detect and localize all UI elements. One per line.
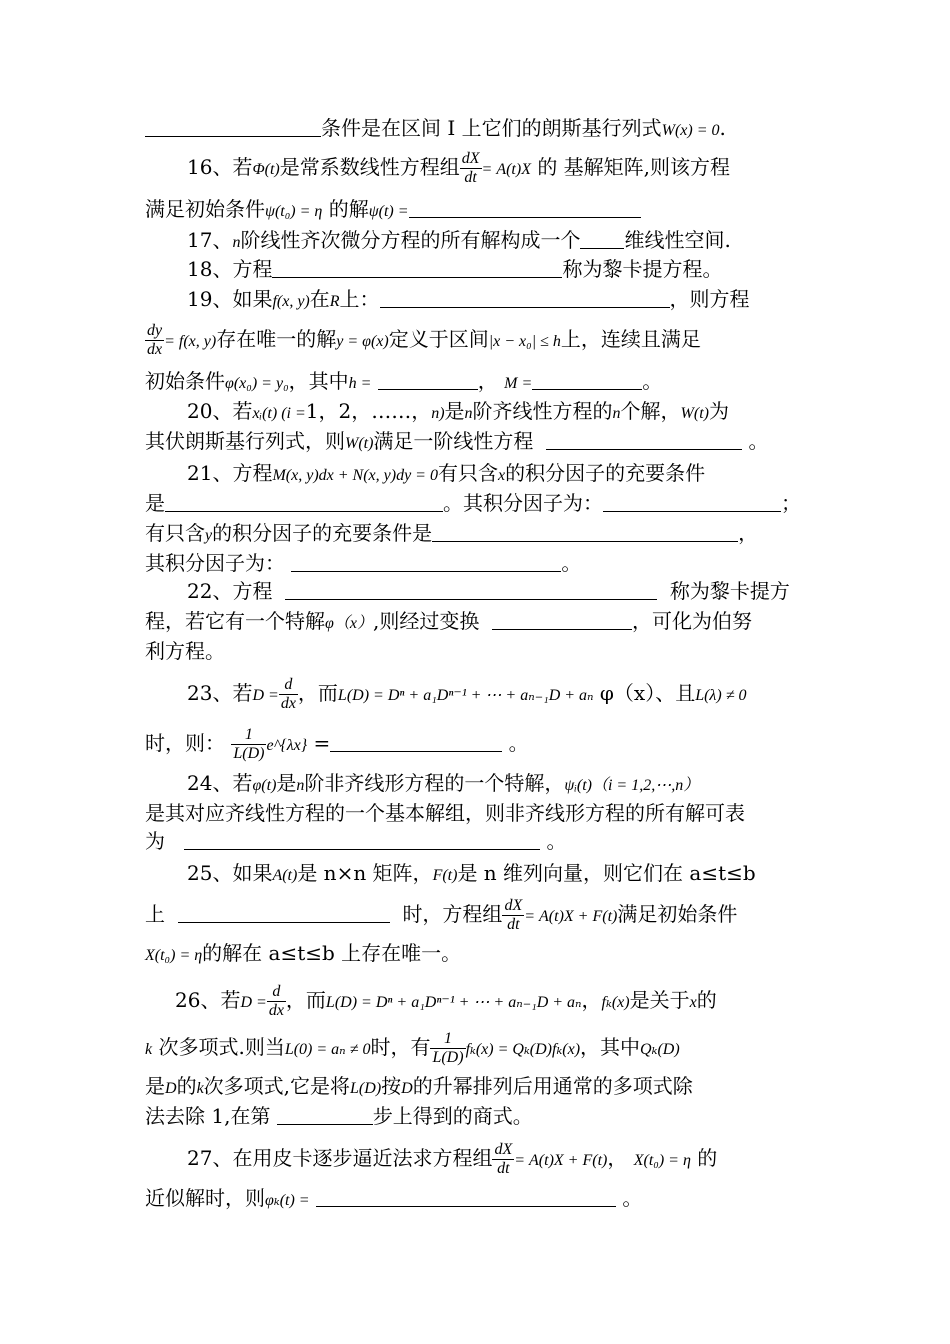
- answer-blank[interactable]: [272, 257, 562, 278]
- answer-blank[interactable]: [285, 579, 657, 600]
- question-18: [187, 254, 852, 284]
- text: 的解在 a≤t≤b 上存在唯一。: [202, 941, 462, 965]
- punct: 。: [546, 829, 567, 853]
- question-21-line2: [145, 488, 810, 518]
- formula: n: [464, 405, 473, 422]
- numerator: dX: [461, 150, 480, 167]
- text: 程，若它有一个特解: [145, 609, 325, 633]
- formula: L(D) = Dⁿ + a₁Dⁿ⁻¹ + ⋯ + aₙ₋₁D + aₙ: [337, 687, 594, 704]
- question-number: 27、在用皮卡逐步逼近法求方程组: [187, 1146, 493, 1170]
- formula: y = φ(x): [336, 333, 389, 350]
- fraction: [267, 983, 286, 1020]
- text: ，其中: [288, 369, 349, 393]
- answer-blank[interactable]: [532, 369, 642, 390]
- numerator: d: [267, 983, 286, 1002]
- text: ，其中: [580, 1035, 641, 1059]
- formula: n: [612, 405, 621, 422]
- text: 是: [444, 399, 465, 423]
- punct: 。: [642, 369, 663, 393]
- text: 步上得到的商式。: [372, 1104, 533, 1128]
- answer-blank[interactable]: [330, 731, 502, 752]
- text: 阶齐线性方程的: [472, 399, 613, 423]
- formula: f(x, y): [272, 293, 310, 310]
- text: 有只含: [145, 521, 205, 545]
- text: 初始条件: [145, 369, 225, 393]
- formula: k: [196, 1080, 204, 1097]
- denominator: dt: [497, 1160, 510, 1177]
- text: 维线性空间.: [624, 228, 731, 252]
- question-26-line3: [145, 1071, 810, 1104]
- text: 的积分因子的充要条件: [505, 461, 706, 485]
- answer-blank[interactable]: [603, 491, 781, 512]
- denominator: L(D): [233, 745, 265, 762]
- numerator: dX: [504, 897, 523, 914]
- formula: L(0) = aₙ ≠ 0: [284, 1041, 371, 1058]
- question-24-line2: [145, 798, 810, 828]
- question-26: [175, 983, 840, 1020]
- text: 是: [145, 491, 165, 515]
- text: 存在唯一的解: [216, 327, 337, 351]
- numerator: 1: [231, 726, 266, 745]
- question-21-line3: [145, 518, 810, 551]
- numerator: dy: [147, 322, 163, 339]
- question-number: 22、方程: [187, 579, 273, 603]
- formula: k: [145, 1041, 153, 1058]
- fraction: [145, 322, 164, 359]
- fraction: [430, 1030, 465, 1067]
- question-number: 21、方程: [187, 461, 273, 485]
- question-19-line3: [145, 366, 810, 399]
- text: 时，方程组: [402, 902, 503, 926]
- question-number: 17、: [187, 228, 233, 252]
- formula: Qₖ(D): [640, 1041, 680, 1058]
- question-24: [187, 768, 852, 801]
- question-19: [187, 284, 852, 317]
- text: 是其对应齐线性方程的一个基本解组，则非齐线形方程的所有解可表: [145, 801, 745, 825]
- text: 的 基解矩阵,则该方程: [537, 155, 731, 179]
- formula: （i = 1,2,⋯,n）: [591, 777, 700, 794]
- text: 的升幂排列后用通常的多项式除: [412, 1074, 693, 1098]
- formula: = A(t)X + F(t): [514, 1152, 608, 1169]
- denominator: dx: [280, 695, 296, 712]
- text: 满足初始条件: [145, 197, 265, 221]
- answer-blank[interactable]: [165, 491, 443, 512]
- text: 条件是在区间 I 上它们的朗斯基行列式: [321, 116, 662, 140]
- formula: φ(t): [252, 777, 277, 794]
- punct: 。: [508, 731, 529, 755]
- formula: = A(t)X + F(t): [524, 908, 618, 925]
- formula: n: [296, 777, 305, 794]
- text: 个解，: [620, 399, 681, 423]
- formula: M =: [504, 375, 533, 392]
- answer-blank[interactable]: [380, 287, 670, 308]
- formula: Φ(t): [252, 161, 280, 178]
- question-22-line2: [145, 606, 810, 639]
- formula: x: [689, 994, 697, 1011]
- text: 阶线性齐次微分方程的所有解构成一个: [240, 228, 581, 252]
- text: ,则经过变换: [372, 609, 480, 633]
- punct: ，: [738, 521, 759, 545]
- punct: 。: [748, 429, 769, 453]
- numerator: d: [279, 676, 298, 695]
- formula: n: [232, 234, 241, 251]
- formula: M(x, y)dx + N(x, y)dy = 0: [272, 467, 438, 484]
- question-27-line2: [145, 1183, 810, 1216]
- formula: h =: [348, 375, 372, 392]
- text: 定义于区间: [388, 327, 489, 351]
- formula: F(t): [432, 867, 458, 884]
- text: 满足初始条件: [617, 902, 738, 926]
- text: ，则方程: [669, 287, 750, 311]
- question-26-line4: [145, 1101, 810, 1131]
- formula: A(t): [272, 867, 298, 884]
- text: 。其积分因子为：: [443, 491, 603, 515]
- denominator: dx: [147, 341, 163, 358]
- text: 是 n 维列向量，则它们在 a≤t≤b: [457, 861, 756, 885]
- question-20-line2: [145, 426, 810, 459]
- text: 是关于: [629, 988, 690, 1012]
- text: 上，连续且满足: [560, 327, 701, 351]
- formula: n): [431, 405, 445, 422]
- text: 次多项式,它是将: [203, 1074, 351, 1098]
- question-23-line2: [145, 726, 810, 763]
- formula: = A(t)X: [481, 161, 531, 178]
- formula: D =: [252, 687, 279, 704]
- answer-blank[interactable]: [178, 902, 390, 923]
- question-22-line3: [145, 636, 810, 666]
- question-25-line2: [145, 897, 810, 934]
- fraction: [502, 897, 524, 934]
- text: ，而: [285, 988, 326, 1012]
- text: ，可化为伯努: [632, 609, 753, 633]
- formula: D: [165, 1080, 177, 1097]
- question-23: [187, 676, 852, 713]
- formula: X(t₀) = η: [145, 947, 203, 964]
- formula: W(x) = 0: [661, 122, 720, 139]
- text: 为: [708, 399, 729, 423]
- formula: φₖ(t) =: [265, 1192, 310, 1209]
- question-number: 24、若: [187, 771, 253, 795]
- denominator: dt: [507, 916, 520, 933]
- punct: .: [719, 116, 726, 140]
- question-number: 20、若: [187, 399, 253, 423]
- text: 的: [697, 1146, 718, 1170]
- question-19-line2: [145, 322, 810, 359]
- text: 次多项式.则当: [158, 1035, 285, 1059]
- formula: φ(x₀) = y₀: [225, 375, 289, 392]
- formula: φ（x）: [325, 615, 373, 632]
- question-22: [187, 576, 852, 606]
- fraction: [492, 1141, 514, 1178]
- formula: fₖ(x): [601, 994, 630, 1011]
- denominator: dt: [464, 169, 477, 186]
- text: 是常系数线性方程组: [279, 155, 460, 179]
- question-27: [187, 1141, 852, 1178]
- question-number: 26、若: [175, 988, 241, 1012]
- text: 1，2，……，: [305, 399, 432, 423]
- text: 称为黎卡提方程。: [562, 257, 723, 281]
- punct: =: [313, 731, 331, 755]
- text: 上：: [339, 287, 380, 311]
- fraction: [279, 676, 298, 713]
- numerator: dX: [494, 1141, 513, 1158]
- text: 其积分因子为：: [145, 551, 285, 575]
- question-16: [187, 150, 852, 187]
- question-number: 16、若: [187, 155, 253, 179]
- answer-blank[interactable]: [492, 609, 632, 630]
- answer-blank[interactable]: [316, 1186, 616, 1207]
- answer-blank[interactable]: [378, 369, 478, 390]
- formula: X(t₀) = η: [633, 1152, 691, 1169]
- question-26-line2: [145, 1030, 810, 1067]
- formula: ψᵢ(t): [564, 777, 592, 794]
- question-number: 25、如果: [187, 861, 273, 885]
- text: 近似解时，则: [145, 1186, 265, 1210]
- text: 称为黎卡提方: [669, 579, 790, 603]
- text: 时，有: [370, 1035, 431, 1059]
- answer-blank[interactable]: [277, 1104, 373, 1125]
- text: 是 n×n 矩阵，: [297, 861, 433, 885]
- text: 为: [145, 829, 165, 853]
- formula: D =: [240, 994, 267, 1011]
- answer-blank[interactable]: [580, 228, 624, 249]
- question-20: [187, 396, 852, 429]
- text: φ（x）、且: [599, 681, 696, 705]
- text: ，而: [297, 681, 338, 705]
- punct: ，: [477, 369, 498, 393]
- numerator: 1: [430, 1030, 465, 1049]
- formula: y: [205, 527, 213, 544]
- formula: L(D): [350, 1080, 382, 1097]
- text: 时，则：: [145, 731, 225, 755]
- text: 其伏朗斯基行列式，则: [145, 429, 345, 453]
- formula: e^{λx}: [266, 737, 308, 754]
- question-21: [187, 458, 852, 491]
- formula: R: [329, 293, 340, 310]
- answer-blank[interactable]: [432, 521, 738, 542]
- answer-blank[interactable]: [184, 829, 540, 850]
- punct: ，: [607, 1146, 628, 1170]
- question-15-tail: [145, 113, 810, 146]
- text: 的解: [328, 197, 369, 221]
- question-number: 18、方程: [187, 257, 273, 281]
- question-16-line2: [145, 194, 810, 227]
- fraction: [460, 150, 482, 187]
- formula: W(t): [680, 405, 709, 422]
- formula: |x − x₀| ≤ h: [488, 333, 561, 350]
- answer-blank[interactable]: [291, 551, 561, 572]
- text: 有只含: [437, 461, 498, 485]
- formula: ψ(t) =: [368, 203, 409, 220]
- formula: L(D) = Dⁿ + a₁Dⁿ⁻¹ + ⋯ + aₙ₋₁D + aₙ: [325, 994, 582, 1011]
- question-21-line4: [145, 548, 810, 578]
- formula: xᵢ(t) (i =: [252, 405, 306, 422]
- text: 的: [696, 988, 717, 1012]
- text: 在: [309, 287, 330, 311]
- question-number: 23、若: [187, 681, 253, 705]
- formula: ψ(t₀) = η: [265, 203, 323, 220]
- answer-blank[interactable]: [145, 116, 321, 137]
- text: 阶非齐线形方程的一个特解，: [304, 771, 565, 795]
- text: 按: [381, 1074, 402, 1098]
- formula: W(t): [345, 435, 374, 452]
- text: 的积分因子的充要条件是: [212, 521, 433, 545]
- punct: ；: [781, 491, 801, 515]
- text: 满足一阶线性方程: [373, 429, 534, 453]
- answer-blank[interactable]: [546, 429, 742, 450]
- formula: x: [497, 467, 506, 484]
- question-number: 19、如果: [187, 287, 273, 311]
- fraction: [231, 726, 266, 763]
- formula: L(λ) ≠ 0: [695, 687, 747, 704]
- formula: fₖ(x) = Qₖ(D)fₖ(x): [465, 1041, 581, 1058]
- text: 是: [145, 1074, 165, 1098]
- text: 上: [145, 902, 165, 926]
- punct: ，: [581, 988, 602, 1012]
- formula: = f(x, y): [164, 333, 217, 350]
- text: 法去除 1,在第: [145, 1104, 271, 1128]
- text: 的: [176, 1074, 197, 1098]
- answer-blank[interactable]: [409, 197, 641, 218]
- formula: D: [401, 1080, 413, 1097]
- question-25-line3: [145, 938, 810, 971]
- question-25: [187, 858, 852, 891]
- punct: 。: [561, 551, 582, 575]
- denominator: L(D): [432, 1049, 464, 1066]
- denominator: dx: [268, 1002, 284, 1019]
- text: 是: [276, 771, 297, 795]
- text: 利方程。: [145, 639, 225, 663]
- question-24-line3: [145, 826, 810, 856]
- punct: 。: [622, 1186, 643, 1210]
